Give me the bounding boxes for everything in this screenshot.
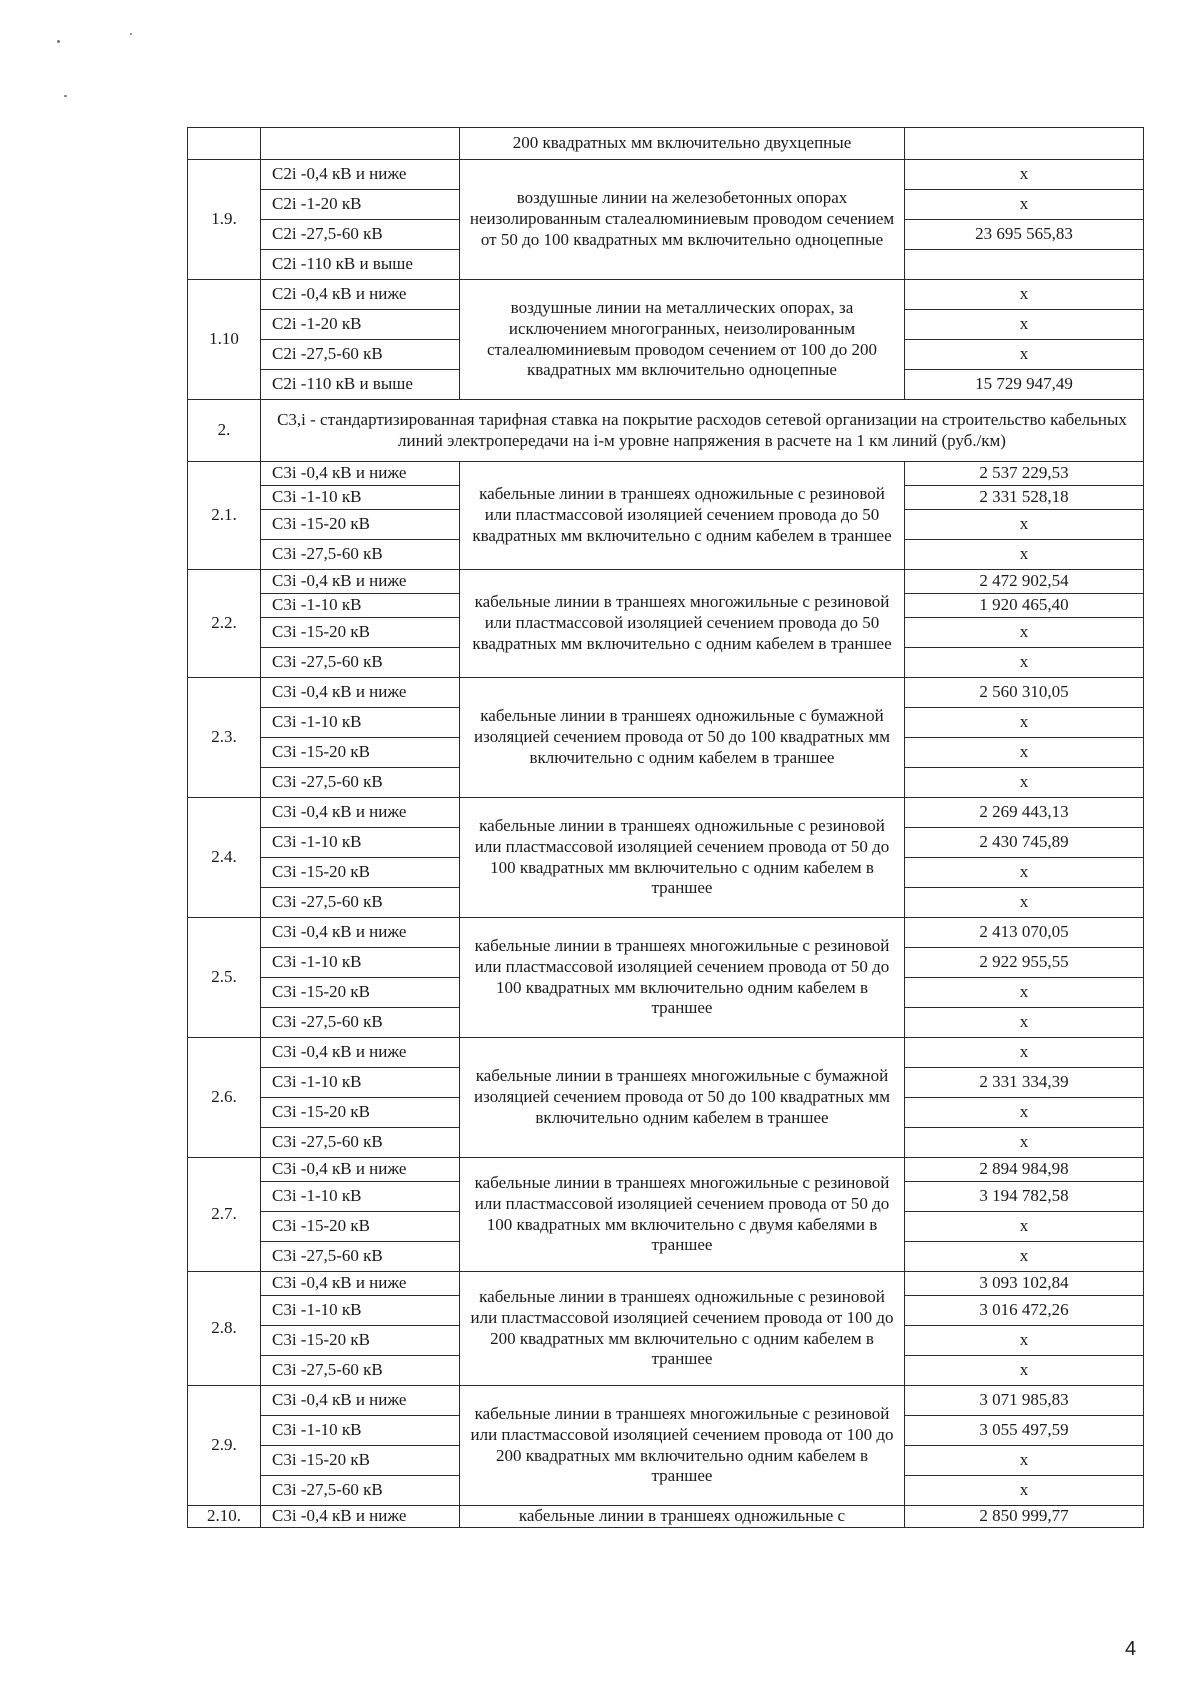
line-description: воздушные линии на металлических опорах, за исключением многогранных, неизолированным сталеалюминиевым проводом сечением от 100 до 200 квадратных мм включительно одноцепные [460,280,905,400]
table-row [188,678,1144,708]
rate-value: х [905,1326,1144,1356]
table-row [188,1506,1144,1528]
rate-value: х [905,1128,1144,1158]
line-description: кабельные линии в траншеях многожильные с резиновой или пластмассовой изоляцией сечением провода от 100 до 200 квадратных мм включительно одним кабелем в траншее [460,1386,905,1506]
line-description: кабельные линии в траншеях одножильные с резиновой или пластмассовой изоляцией сечением провода до 50 квадратных мм включительно с одним кабелем в траншее [460,462,905,570]
row-number: 2.2. [188,570,261,678]
voltage-code: С3i -0,4 кВ и ниже [261,798,460,828]
table-row [188,1038,1144,1068]
rate-value: х [905,1476,1144,1506]
row-number: 2.1. [188,462,261,570]
rate-value: х [905,190,1144,220]
row-number: 2.4. [188,798,261,918]
table-row [188,1386,1144,1416]
voltage-code: С3i -15-20 кВ [261,738,460,768]
voltage-code: С3i -27,5-60 кВ [261,768,460,798]
rate-value: 3 194 782,58 [905,1182,1144,1212]
voltage-code: С3i -0,4 кВ и ниже [261,918,460,948]
voltage-code: С3i -0,4 кВ и ниже [261,462,460,486]
voltage-code: С3i -27,5-60 кВ [261,1356,460,1386]
row-number: 2.9. [188,1386,261,1506]
voltage-code: С3i -1-10 кВ [261,594,460,618]
voltage-code: С3i -15-20 кВ [261,510,460,540]
rate-value: х [905,1242,1144,1272]
rate-value: 3 071 985,83 [905,1386,1144,1416]
line-description: кабельные линии в траншеях многожильные с бумажной изоляцией сечением провода от 50 до 100 квадратных мм включительно одним кабелем в траншее [460,1038,905,1158]
rate-value: х [905,1098,1144,1128]
row-number: 2.7. [188,1158,261,1272]
voltage-code: С3i -15-20 кВ [261,1446,460,1476]
table-row [188,128,1144,160]
voltage-code: С3i -1-10 кВ [261,486,460,510]
rate-value: х [905,1212,1144,1242]
row-number: 2.8. [188,1272,261,1386]
rate-value: х [905,310,1144,340]
table-row [188,1272,1144,1296]
rate-value: 2 537 229,53 [905,462,1144,486]
rate-value: х [905,280,1144,310]
voltage-code: С2i -1-20 кВ [261,190,460,220]
rate-value: 2 894 984,98 [905,1158,1144,1182]
section-header-row [188,400,1144,462]
rate-value: 3 093 102,84 [905,1272,1144,1296]
voltage-code: С3i -15-20 кВ [261,978,460,1008]
line-description: воздушные линии на железобетонных опорах неизолированным сталеалюминиевым проводом сечением от 50 до 100 квадратных мм включительно одноцепные [460,160,905,280]
rate-value: х [905,1446,1144,1476]
voltage-code: С3i -27,5-60 кВ [261,1242,460,1272]
voltage-code: С2i -1-20 кВ [261,310,460,340]
rate-value: х [905,708,1144,738]
row-number: 2.10. [188,1506,261,1528]
voltage-code: С3i -27,5-60 кВ [261,648,460,678]
rate-value [905,250,1144,280]
rate-value: 2 472 902,54 [905,570,1144,594]
rate-value: х [905,510,1144,540]
row-number-cell [188,128,261,160]
voltage-code: С3i -0,4 кВ и ниже [261,678,460,708]
voltage-code: С3i -1-10 кВ [261,1416,460,1446]
table-row [188,462,1144,486]
rate-value: 15 729 947,49 [905,370,1144,400]
scan-speck [57,40,60,43]
section-header-text: С3,i - стандартизированная тарифная ставка на покрытие расходов сетевой организации на строительство кабельных линий электропередачи на i-м уровне напряжения в расчете на 1 км линий (руб./км) [261,400,1144,462]
voltage-code: С3i -27,5-60 кВ [261,1476,460,1506]
row-number: 1.10 [188,280,261,400]
voltage-code: С3i -1-10 кВ [261,828,460,858]
rate-value: 2 850 999,77 [905,1506,1144,1528]
rate-value: 2 269 443,13 [905,798,1144,828]
rate-value: 2 413 070,05 [905,918,1144,948]
voltage-code: С3i -27,5-60 кВ [261,888,460,918]
rate-value: х [905,858,1144,888]
row-number: 2.5. [188,918,261,1038]
line-description: кабельные линии в траншеях многожильные с резиновой или пластмассовой изоляцией сечением провода до 50 квадратных мм включительно с одним кабелем в траншее [460,570,905,678]
voltage-code: С3i -1-10 кВ [261,1182,460,1212]
voltage-code: С3i -1-10 кВ [261,948,460,978]
rate-value: х [905,648,1144,678]
voltage-code: С3i -0,4 кВ и ниже [261,1272,460,1296]
rate-value: х [905,540,1144,570]
rate-value: 2 430 745,89 [905,828,1144,858]
rate-value: х [905,978,1144,1008]
voltage-code: С3i -0,4 кВ и ниже [261,1038,460,1068]
line-description: кабельные линии в траншеях многожильные с резиновой или пластмассовой изоляцией сечением провода от 50 до 100 квадратных мм включительно одним кабелем в траншее [460,918,905,1038]
row-number: 1.9. [188,160,261,280]
rate-value: х [905,738,1144,768]
voltage-code: С3i -27,5-60 кВ [261,1008,460,1038]
rate-value: х [905,618,1144,648]
rate-value: 2 331 528,18 [905,486,1144,510]
description-cell: 200 квадратных мм включительно двухцепные [460,128,905,160]
voltage-code: С3i -0,4 кВ и ниже [261,1158,460,1182]
rate-value: 2 331 334,39 [905,1068,1144,1098]
table-row [188,918,1144,948]
table-row [188,280,1144,310]
voltage-code: С3i -15-20 кВ [261,858,460,888]
voltage-code: С2i -0,4 кВ и ниже [261,280,460,310]
scan-speck [130,33,132,35]
rate-value: 2 922 955,55 [905,948,1144,978]
section-number: 2. [188,400,261,462]
row-number: 2.3. [188,678,261,798]
voltage-code: С3i -0,4 кВ и ниже [261,1386,460,1416]
voltage-code: С3i -1-10 кВ [261,1296,460,1326]
voltage-code: С2i -110 кВ и выше [261,250,460,280]
rate-value: х [905,1038,1144,1068]
voltage-code: С2i -27,5-60 кВ [261,340,460,370]
voltage-code: С3i -15-20 кВ [261,1326,460,1356]
scan-speck [64,95,67,97]
rate-value: х [905,160,1144,190]
voltage-code: С3i -27,5-60 кВ [261,540,460,570]
rate-value: 2 560 310,05 [905,678,1144,708]
value-cell [905,128,1144,160]
rate-value: х [905,340,1144,370]
voltage-code: С3i -1-10 кВ [261,1068,460,1098]
rate-value: 3 055 497,59 [905,1416,1144,1446]
line-description: кабельные линии в траншеях многожильные с резиновой или пластмассовой изоляцией сечением провода от 50 до 100 квадратных мм включительно с двумя кабелями в траншее [460,1158,905,1272]
voltage-code: С2i -110 кВ и выше [261,370,460,400]
table-row [188,160,1144,190]
table-row [188,798,1144,828]
voltage-code: С3i -15-20 кВ [261,618,460,648]
line-description: кабельные линии в траншеях одножильные с бумажной изоляцией сечением провода от 50 до 100 квадратных мм включительно с одним кабелем в траншее [460,678,905,798]
rate-value: 3 016 472,26 [905,1296,1144,1326]
table-row [188,570,1144,594]
page-number: 4 [1125,1638,1137,1660]
rate-value: 1 920 465,40 [905,594,1144,618]
line-description: кабельные линии в траншеях одножильные с резиновой или пластмассовой изоляцией сечением провода от 50 до 100 квадратных мм включительно с одним кабелем в траншее [460,798,905,918]
voltage-code: С2i -0,4 кВ и ниже [261,160,460,190]
tariff-table [187,127,1144,1528]
line-description: кабельные линии в траншеях одножильные с [460,1506,905,1528]
voltage-code: С3i -15-20 кВ [261,1098,460,1128]
voltage-code: С3i -1-10 кВ [261,708,460,738]
tariff-table-body [188,128,1144,1528]
voltage-code: С2i -27,5-60 кВ [261,220,460,250]
rate-value: х [905,888,1144,918]
code-cell [261,128,460,160]
rate-value: х [905,1356,1144,1386]
row-number: 2.6. [188,1038,261,1158]
voltage-code: С3i -0,4 кВ и ниже [261,1506,460,1528]
rate-value: х [905,768,1144,798]
table-row [188,1158,1144,1182]
voltage-code: С3i -15-20 кВ [261,1212,460,1242]
voltage-code: С3i -0,4 кВ и ниже [261,570,460,594]
rate-value: х [905,1008,1144,1038]
line-description: кабельные линии в траншеях одножильные с резиновой или пластмассовой изоляцией сечением провода от 100 до 200 квадратных мм включительно с одним кабелем в траншее [460,1272,905,1386]
voltage-code: С3i -27,5-60 кВ [261,1128,460,1158]
rate-value: 23 695 565,83 [905,220,1144,250]
